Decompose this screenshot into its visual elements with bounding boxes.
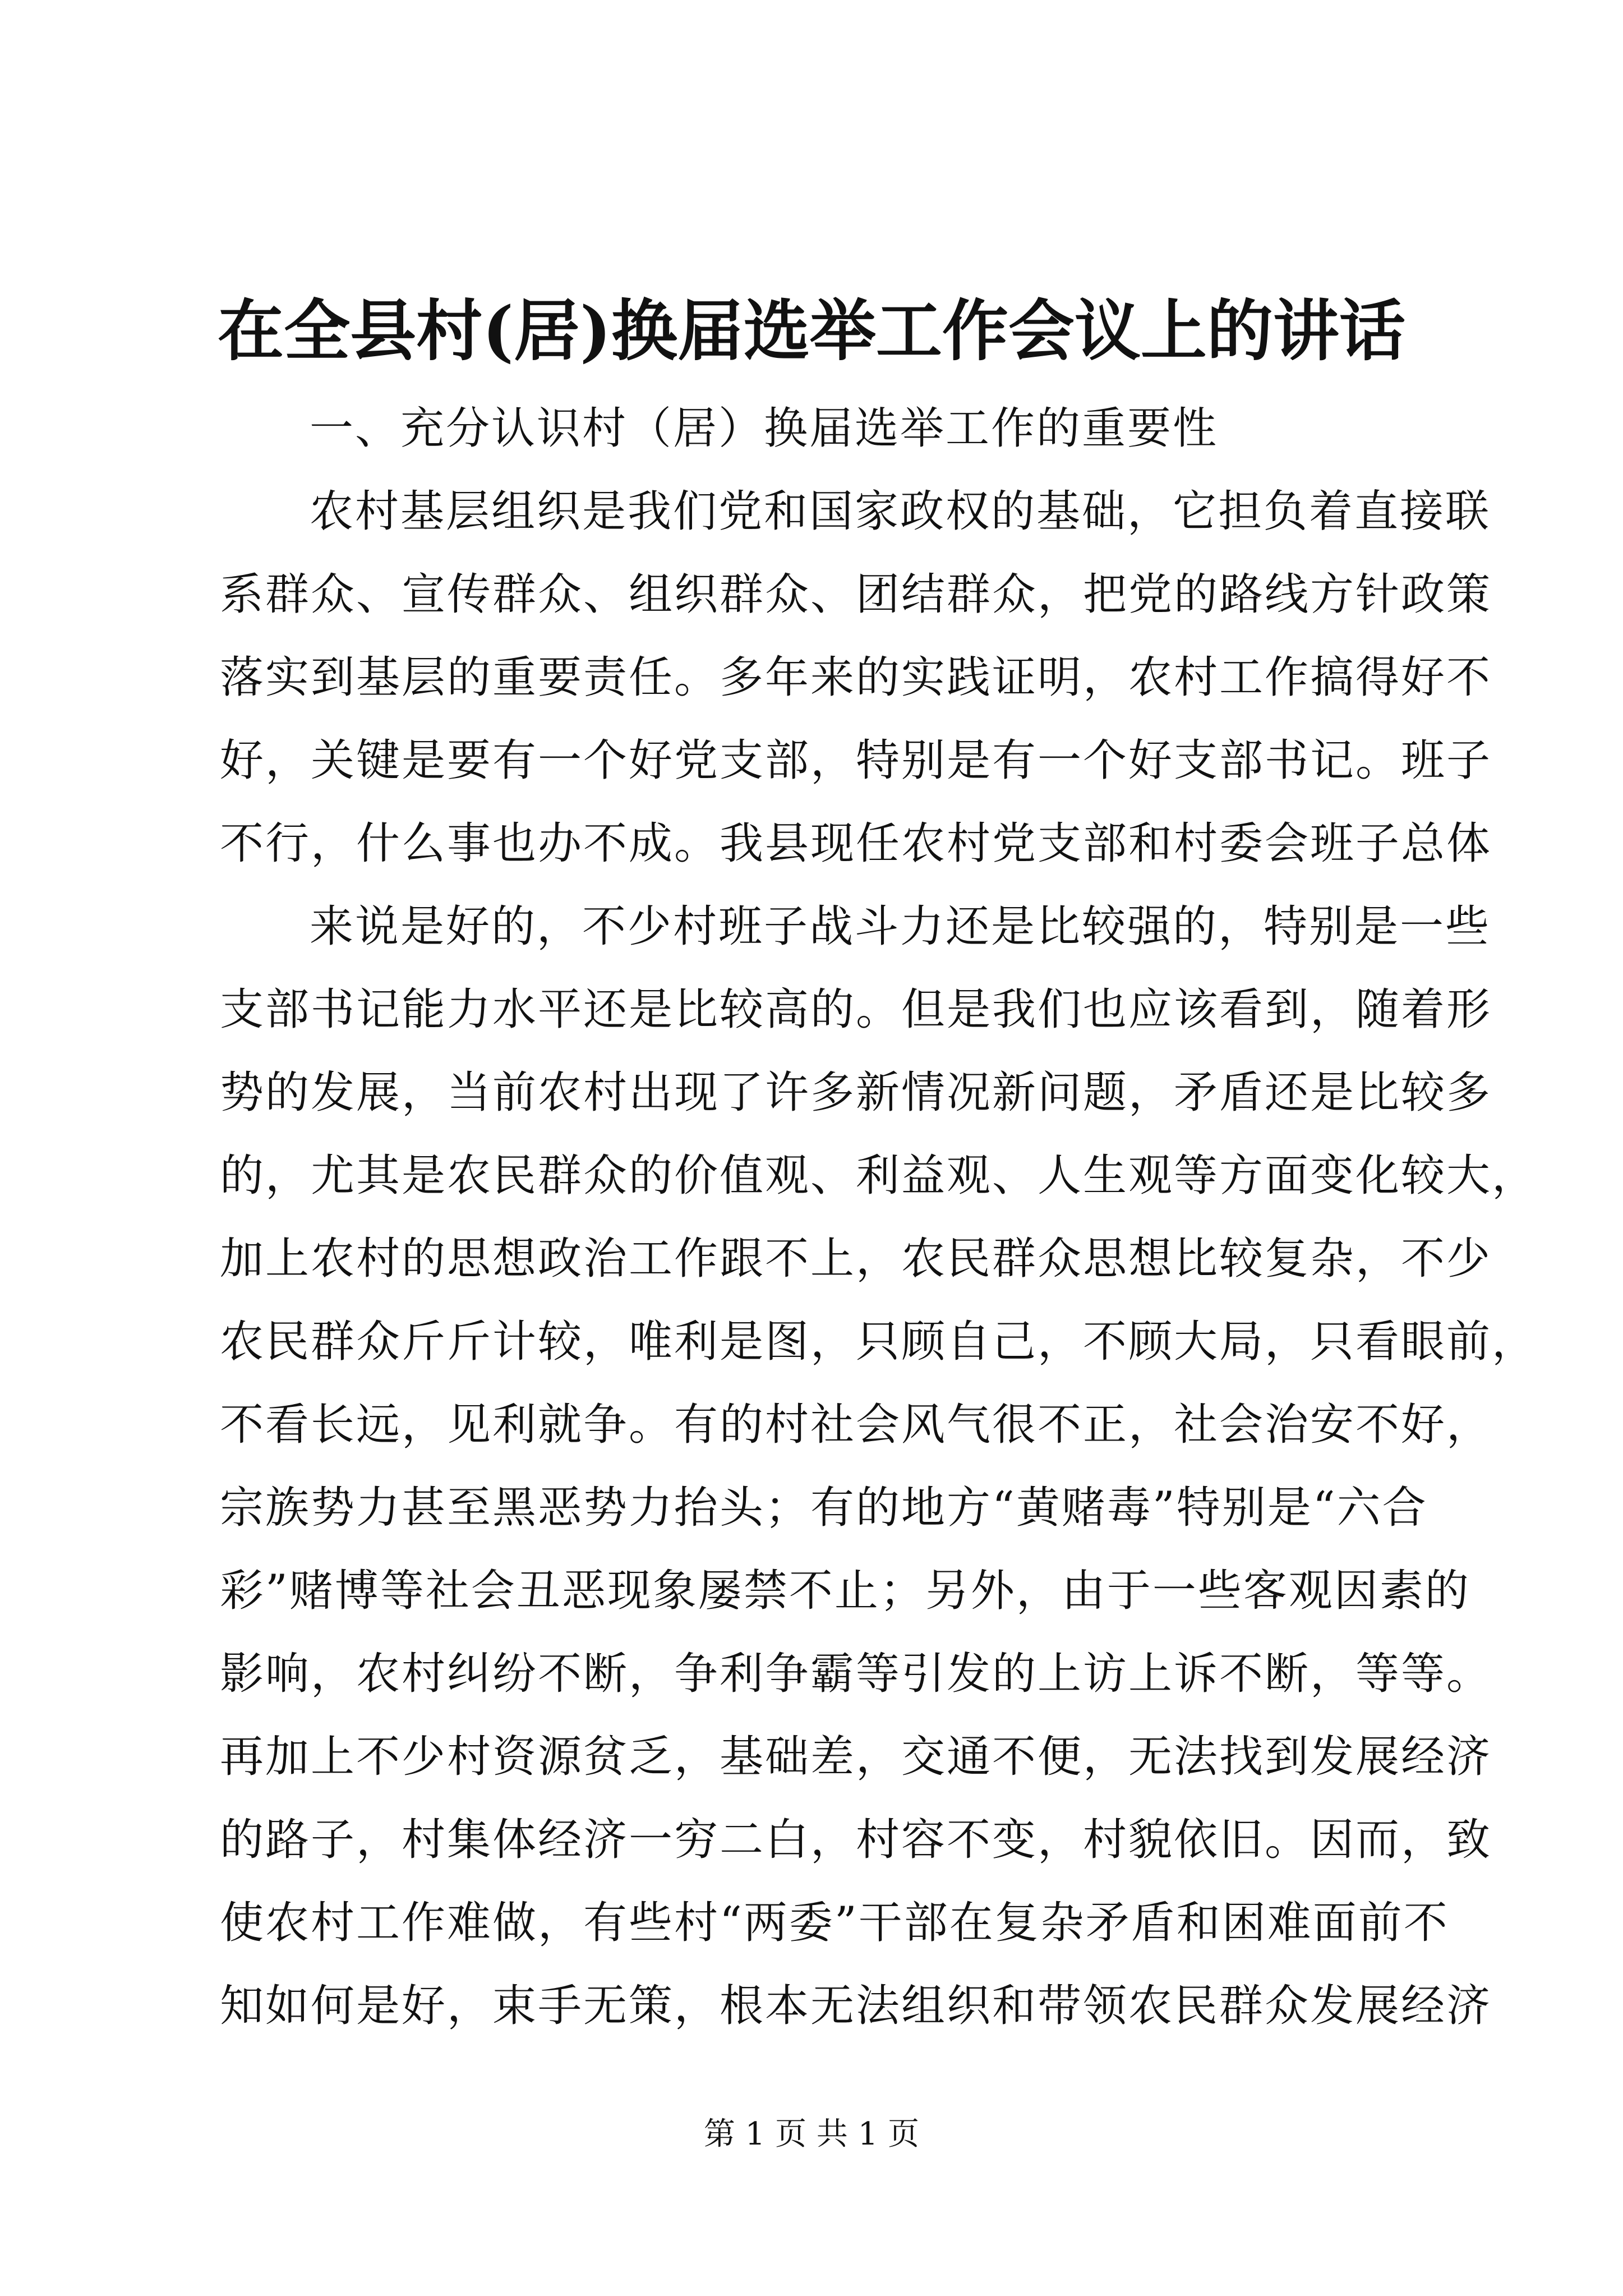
document-title: 在全县村(居)换届选举工作会议上的讲话 xyxy=(218,292,1405,370)
document-body xyxy=(220,387,1538,2047)
paragraph-line: 加上农村的思想政治工作跟不上，农民群众思想比较复杂，不少 xyxy=(220,1234,1492,1284)
paragraph-line: 知如何是好，束手无策，根本无法组织和带领农民群众发展经济 xyxy=(220,1981,1492,2031)
paragraph-line: 彩”赌博等社会丑恶现象屡禁不止；另外，由于一些客观因素的 xyxy=(220,1566,1470,1616)
paragraph-line: 的路子，村集体经济一穷二白，村容不变，村貌依旧。因而，致 xyxy=(220,1815,1492,1865)
paragraph-line: 的，尤其是农民群众的价值观、利益观、人生观等方面变化较大， xyxy=(220,1151,1538,1201)
section-heading: 一、充分认识村（居）换届选举工作的重要性 xyxy=(310,403,1219,454)
paragraph-line: 系群众、宣传群众、组织群众、团结群众，把党的路线方针政策 xyxy=(220,569,1492,620)
paragraph-line: 势的发展，当前农村出现了许多新情况新问题，矛盾还是比较多 xyxy=(220,1068,1492,1118)
paragraph-line: 不行，什么事也办不成。我县现任农村党支部和村委会班子总体 xyxy=(220,818,1492,869)
paragraph-line: 农村基层组织是我们党和国家政权的基础，它担负着直接联 xyxy=(310,486,1491,537)
paragraph-line: 影响，农村纠纷不断，争利争霸等引发的上访上诉不断，等等。 xyxy=(220,1649,1492,1699)
paragraph-line: 好，关键是要有一个好党支部，特别是有一个好支部书记。班子 xyxy=(220,735,1492,786)
page-number-footer: 第 1 页 共 1 页 xyxy=(703,2116,920,2152)
paragraph-line: 落实到基层的重要责任。多年来的实践证明，农村工作搞得好不 xyxy=(220,652,1492,703)
paragraph-line: 再加上不少村资源贫乏，基础差，交通不便，无法找到发展经济 xyxy=(220,1732,1492,1782)
paragraph-line: 支部书记能力水平还是比较高的。但是我们也应该看到，随着形 xyxy=(220,984,1492,1035)
paragraph-line: 来说是好的，不少村班子战斗力还是比较强的，特别是一些 xyxy=(310,901,1491,952)
paragraph-line: 宗族势力甚至黑恶势力抬头；有的地方“黄赌毒”特别是“六合 xyxy=(220,1483,1428,1533)
paragraph-line: 不看长远，见利就争。有的村社会风气很不正，社会治安不好， xyxy=(220,1400,1492,1450)
paragraph-line: 使农村工作难做，有些村“两委”干部在复杂矛盾和困难面前不 xyxy=(220,1898,1449,1948)
paragraph-line: 农民群众斤斤计较，唯利是图，只顾自己，不顾大局，只看眼前， xyxy=(220,1317,1538,1367)
